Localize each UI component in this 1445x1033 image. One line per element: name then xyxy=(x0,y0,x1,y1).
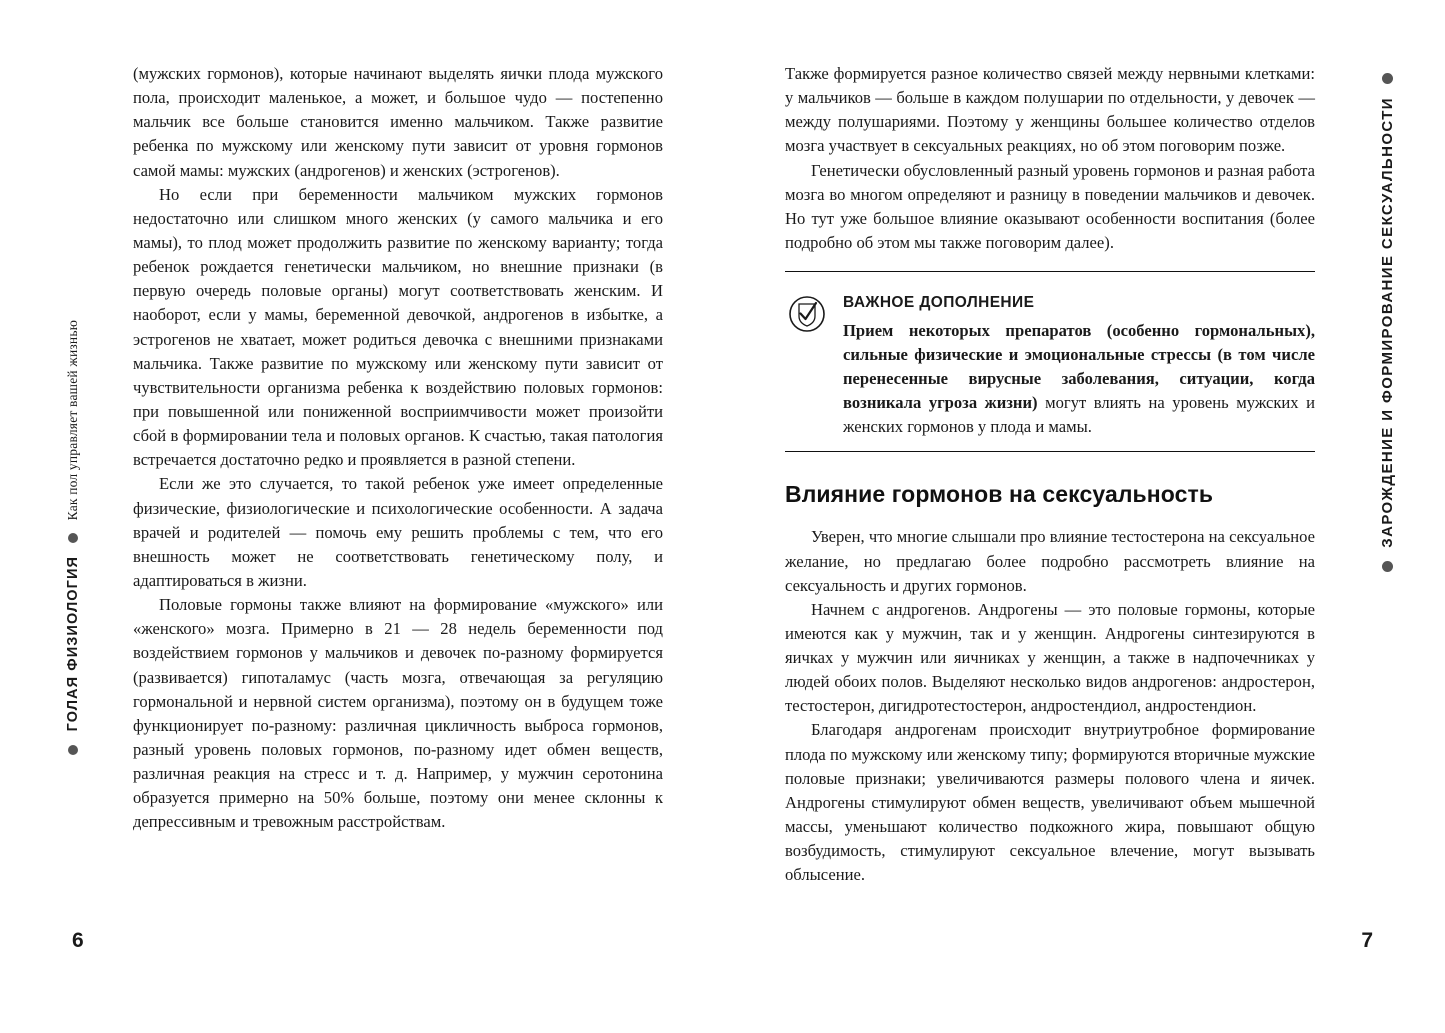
checkmark-shield-icon xyxy=(787,294,825,332)
paragraph: (мужских гормонов), которые начинают выделять яички плода мужского пола, происходит маленькое, а может, и большое чудо — постепенно мальчик все больше становится именно мальчиком. Также развитие ребенка по мужскому или женскому пути зависит от уровня гормонов самой мамы: мужских (андрогенов) и женских (эстрогенов). xyxy=(133,64,663,180)
right-running-head-section: ЗАРОЖДЕНИЕ И ФОРМИРОВАНИЕ СЕКСУАЛЬНОСТИ xyxy=(1378,97,1396,548)
page-number-right: 7 xyxy=(1361,929,1373,952)
page-number-left: 6 xyxy=(72,929,84,952)
left-running-head-chapter: Как пол управляет вашей жизнью xyxy=(65,320,80,521)
callout-divider-bottom xyxy=(785,451,1315,452)
decorative-dot-icon xyxy=(68,533,78,543)
paragraph: Благодаря андрогенам происходит внутриутробное формирование плода по мужскому или женскому типу; формируются вторичные мужские половые признаки; увеличиваются размеры полового члена и яичек. Андрогены стимулируют обмен веществ, увеличивают объем мышечной массы, уменьшают количество подкожного жира, повышают общую возбудимость, стимулируют сексуальное влечение, могут вызывать облысение. xyxy=(785,720,1315,885)
callout-body xyxy=(843,319,1315,439)
important-note-callout xyxy=(785,292,1315,439)
paragraph: Но если при беременности мальчиком мужских гормонов недостаточно или слишком много женских (у самого мальчика и его мамы), то плод может продолжить развитие по женскому варианту; тогда ребенок рождается генетически мальчиком, но внешние признаки (в первую очередь половые органы) могут соответствовать женским. И наоборот, если у мамы, беременной девочкой, андрогенов в избытке, а эстрогенов не хватает, может родиться девочка с внешними признаками мальчика. Также развитие по мужскому или женскому пути зависит от чувствительности организма ребенка к воздействию половых гормонов: при повышенной или пониженной восприимчивости может произойти сбой в формировании тела и половых органов. К счастью, такая патология встречается достаточно редко и проявляется в разной степени. xyxy=(133,184,663,470)
right-page-text-column xyxy=(785,62,1315,887)
section-heading: Влияние гормонов на сексуальность xyxy=(785,480,1214,507)
decorative-dot-icon xyxy=(1382,561,1393,572)
callout-body-rest: могут влиять на уровень мужских и женских гормонов у плода и мамы. xyxy=(843,392,1316,436)
callout-body-emphasis: Прием некоторых препаратов (особенно гормональных), сильные физические и эмоциональные стрессы (в том числе перенесенные вирусные заболевания, ситуации, когда возникала угроза жизни) xyxy=(843,320,1315,412)
paragraph: Начнем с андрогенов. Андрогены — это половые гормоны, которые имеются как у мужчин, так и у женщин. Андрогены синтезируются в яичках у мужчин или яичниках у женщин, а также в надпочечниках у людей обоих полов. Выделяют несколько видов андрогенов: андростерон, тестостерон, дигидротестостерон, андростендиол, андростендион. xyxy=(785,599,1315,716)
paragraph: Половые гормоны также влияют на формирование «мужского» или «женского» мозга. Примерно в 21 — 28 недель беременности под воздействием гормонов у мальчиков и девочек по-разному формируется (развивается) гипоталамус (часть мозга, отвечающая за регуляцию гормональной и нервной систем организма), поэтому он в будущем тоже функционирует по-разному: различная цикличность выброса гормонов, разный уровень половых гормонов, по-разному идет обмен веществ, различная реакция на стресс и т. д. Например, у мужчин серотонина образуется примерно на 50% больше, поэтому они менее склонны к депрессивным и тревожным расстройствам. xyxy=(133,595,663,832)
left-running-head xyxy=(62,320,84,880)
paragraph: Если же это случается, то такой ребенок уже имеет определенные физические, физиологические и психологические особенности. А задача врачей и родителей — помочь ему решить проблемы с тем, что его внешность может не соответствовать генетическому полу, и адаптироваться в жизни. xyxy=(133,474,663,590)
left-page xyxy=(0,0,722,1033)
callout-divider-top xyxy=(785,271,1315,272)
left-page-text-column xyxy=(133,62,663,835)
paragraph: Уверен, что многие слышали про влияние тестостерона на сексуальное желание, но предлагаю более подробно рассмотреть влияние на сексуальность и других гормонов. xyxy=(785,527,1315,595)
paragraph: Также формируется разное количество связей между нервными клетками: у мальчиков — больше в каждом полушарии по отдельности, у девочек — между полушариями. Поэтому у женщины большее количество отделов мозга участвует в сексуальных реакциях, но об этом поговорим позже. xyxy=(785,64,1315,156)
callout-title: ВАЖНОЕ ДОПОЛНЕНИЕ xyxy=(843,294,1035,312)
right-running-head xyxy=(1375,60,1399,548)
left-running-head-part: ГОЛАЯ ФИЗИОЛОГИЯ xyxy=(65,556,81,732)
paragraph: Генетически обусловленный разный уровень гормонов и разная работа мозга во многом определяют и разницу в поведении мальчиков и девочек. Но тут уже большое влияние оказывают особенности воспитания (более подробно об этом мы также поговорим далее). xyxy=(785,160,1315,252)
decorative-dot-icon xyxy=(1382,73,1393,84)
decorative-dot-icon xyxy=(68,745,78,755)
